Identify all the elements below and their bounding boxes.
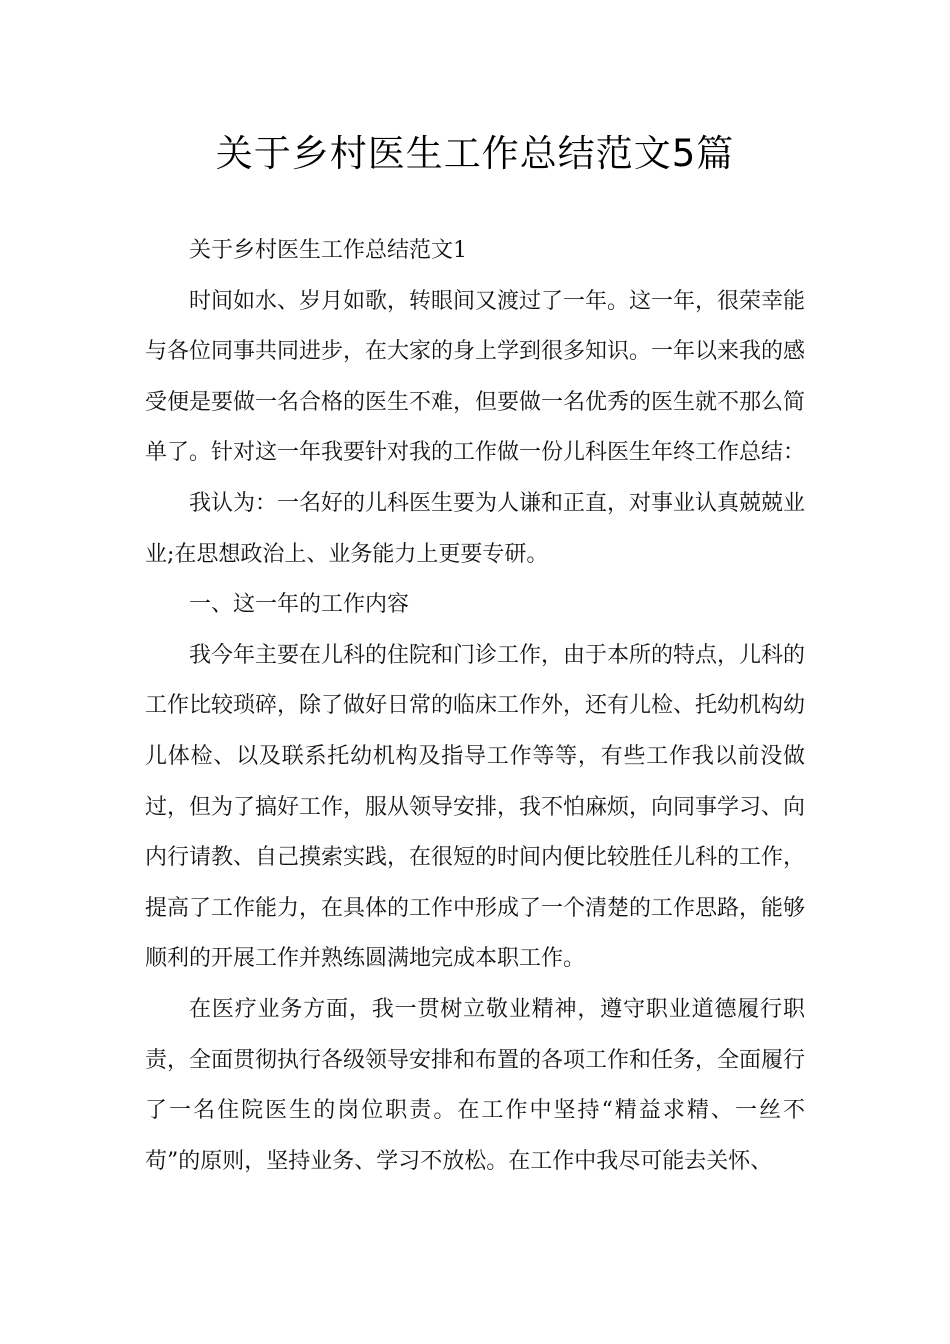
paragraph-opinion: 我认为：一名好的儿科医生要为人谦和正直，对事业认真兢兢业业;在思想政治上、业务能力上更要专研。 xyxy=(145,490,806,567)
paragraph-medical-business: 在医疗业务方面，我一贯树立敬业精神，遵守职业道德履行职责，全面贯彻执行各级领导安排和布置的各项工作和任务，全面履行了一名住院医生的岗位职责。在工作中坚持“精益求精、一丝不苟”的原则，坚持业务、学习不放松。在工作中我尽可能去关怀、 xyxy=(145,996,806,1174)
paragraph-work-content: 我今年主要在儿科的住院和门诊工作，由于本所的特点，儿科的工作比较琐碎，除了做好日常的临床工作外，还有儿检、托幼机构幼儿体检、以及联系托幼机构及指导工作等等，有些工作我以前没做过，但为了搞好工作，服从领导安排，我不怕麻烦，向同事学习、向内行请教、自己摸索实践，在很短的时间内便比较胜任儿科的工作，提高了工作能力，在具体的工作中形成了一个清楚的工作思路，能够顺利的开展工作并熟练圆满地完成本职工作。 xyxy=(145,642,806,972)
document-body xyxy=(145,226,805,1187)
document-title: 关于乡村医生工作总结范文5篇 xyxy=(215,132,735,175)
section-heading-work-content: 一、这一年的工作内容 xyxy=(189,592,410,618)
paragraph-intro: 时间如水、岁月如歌，转眼间又渡过了一年。这一年，很荣幸能与各位同事共同进步，在大家的身上学到很多知识。一年以来我的感受便是要做一名合格的医生不难，但要做一名优秀的医生就不那么简单了。针对这一年我要针对我的工作做一份儿科医生年终工作总结： xyxy=(145,288,806,466)
section-subtitle: 关于乡村医生工作总结范文1 xyxy=(189,238,467,263)
